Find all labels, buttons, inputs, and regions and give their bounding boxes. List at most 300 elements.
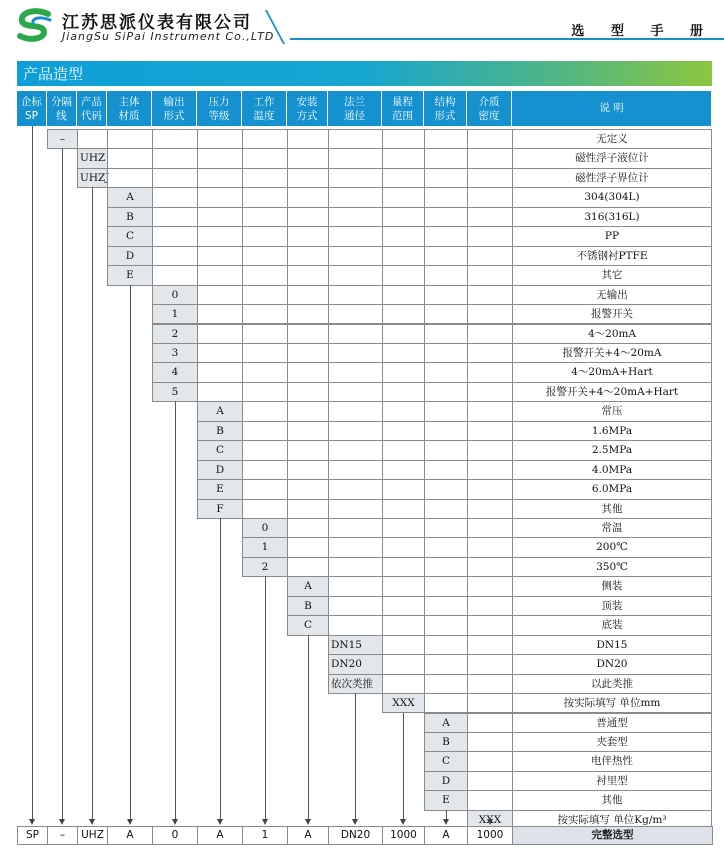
- empty-cell: [467, 440, 513, 460]
- empty-cell: [107, 148, 153, 168]
- option-description: 200℃: [512, 537, 712, 557]
- empty-cell: [467, 732, 513, 752]
- empty-cell: [382, 460, 425, 480]
- empty-cell: [382, 226, 425, 246]
- empty-cell: [287, 460, 329, 480]
- empty-cell: [467, 401, 513, 421]
- col-header-density: 介质 密度: [467, 91, 512, 126]
- empty-cell: [107, 129, 153, 149]
- option-description: 报警开关: [512, 304, 712, 324]
- example-cell: –: [47, 826, 78, 845]
- empty-cell: [152, 129, 198, 149]
- arrow-down-icon: [262, 819, 268, 825]
- option-code: UHZ: [77, 148, 108, 168]
- selection-connector: [403, 713, 404, 821]
- section-title: 产品造型: [23, 65, 84, 83]
- empty-cell: [467, 324, 513, 344]
- empty-cell: [287, 401, 329, 421]
- empty-cell: [382, 479, 425, 499]
- empty-cell: [467, 713, 513, 733]
- empty-cell: [424, 382, 468, 402]
- col-header-output: 输出 形式: [152, 91, 197, 126]
- empty-cell: [467, 265, 513, 285]
- empty-cell: [328, 304, 383, 324]
- empty-cell: [287, 129, 329, 149]
- option-code: XXX: [382, 693, 425, 713]
- empty-cell: [382, 285, 425, 305]
- option-code: 2: [152, 324, 198, 344]
- empty-cell: [152, 168, 198, 188]
- selection-connector: [32, 126, 33, 820]
- selection-connector: [62, 148, 63, 820]
- example-cell: 0: [152, 826, 198, 845]
- empty-cell: [467, 207, 513, 227]
- empty-cell: [424, 576, 468, 596]
- empty-cell: [77, 129, 108, 149]
- option-code: B: [107, 207, 153, 227]
- empty-cell: [382, 615, 425, 635]
- col-header-sep: 分隔 线: [47, 91, 77, 126]
- empty-cell: [287, 285, 329, 305]
- example-cell: DN20: [328, 826, 383, 845]
- empty-cell: [467, 460, 513, 480]
- empty-cell: [197, 343, 243, 363]
- col-header-pressure: 压力 等级: [197, 91, 242, 126]
- empty-cell: [382, 168, 425, 188]
- empty-cell: [467, 343, 513, 363]
- empty-cell: [382, 382, 425, 402]
- option-code: E: [424, 790, 468, 810]
- option-description: 报警开关+4～20mA: [512, 343, 712, 363]
- empty-cell: [287, 304, 329, 324]
- arrow-down-icon: [217, 819, 223, 825]
- option-description: 6.0MPa: [512, 479, 712, 499]
- example-cell: A: [197, 826, 243, 845]
- empty-cell: [467, 148, 513, 168]
- option-code: E: [197, 479, 243, 499]
- empty-cell: [197, 265, 243, 285]
- option-code: B: [287, 596, 329, 616]
- empty-cell: [382, 674, 425, 694]
- empty-cell: [424, 421, 468, 441]
- empty-cell: [328, 148, 383, 168]
- empty-cell: [287, 382, 329, 402]
- option-code: XXX: [467, 810, 513, 830]
- empty-cell: [328, 382, 383, 402]
- empty-cell: [328, 362, 383, 382]
- empty-cell: [467, 654, 513, 674]
- empty-cell: [467, 382, 513, 402]
- empty-cell: [467, 421, 513, 441]
- empty-cell: [382, 343, 425, 363]
- empty-cell: [197, 246, 243, 266]
- empty-cell: [242, 324, 288, 344]
- empty-cell: [328, 499, 383, 519]
- empty-cell: [197, 129, 243, 149]
- col-header-struct: 结构 形式: [424, 91, 467, 126]
- empty-cell: [287, 421, 329, 441]
- empty-cell: [467, 168, 513, 188]
- option-code: A: [287, 576, 329, 596]
- empty-cell: [328, 285, 383, 305]
- option-description: 其它: [512, 265, 712, 285]
- empty-cell: [424, 635, 468, 655]
- option-code: C: [107, 226, 153, 246]
- empty-cell: [242, 246, 288, 266]
- empty-cell: [328, 401, 383, 421]
- option-description: 2.5MPa: [512, 440, 712, 460]
- page-header: [0, 0, 724, 60]
- empty-cell: [197, 362, 243, 382]
- empty-cell: [382, 304, 425, 324]
- empty-cell: [467, 790, 513, 810]
- option-code: 0: [242, 518, 288, 538]
- empty-cell: [287, 168, 329, 188]
- example-cell: SP: [17, 826, 48, 845]
- empty-cell: [328, 226, 383, 246]
- empty-cell: [424, 693, 468, 713]
- empty-cell: [287, 499, 329, 519]
- arrow-down-icon: [89, 819, 95, 825]
- empty-cell: [287, 440, 329, 460]
- empty-cell: [242, 440, 288, 460]
- empty-cell: [382, 557, 425, 577]
- option-code: E: [107, 265, 153, 285]
- option-code: B: [197, 421, 243, 441]
- empty-cell: [424, 401, 468, 421]
- empty-cell: [328, 129, 383, 149]
- empty-cell: [328, 246, 383, 266]
- selection-connector: [220, 518, 221, 820]
- option-description: 磁性浮子界位计: [512, 168, 712, 188]
- empty-cell: [382, 129, 425, 149]
- empty-cell: [328, 537, 383, 557]
- option-code: C: [424, 751, 468, 771]
- col-header-sp: 企标 SP: [17, 91, 47, 126]
- option-code: D: [107, 246, 153, 266]
- empty-cell: [152, 246, 198, 266]
- empty-cell: [424, 654, 468, 674]
- option-description: 常温: [512, 518, 712, 538]
- empty-cell: [424, 440, 468, 460]
- empty-cell: [197, 207, 243, 227]
- option-code: A: [107, 187, 153, 207]
- empty-cell: [382, 635, 425, 655]
- empty-cell: [287, 479, 329, 499]
- arrow-down-icon: [443, 819, 449, 825]
- col-header-desc: 说 明: [512, 91, 712, 126]
- empty-cell: [287, 343, 329, 363]
- col-header-temp: 工作 温度: [242, 91, 287, 126]
- col-header-range: 量程 范围: [382, 91, 424, 126]
- option-description: 其他: [512, 499, 712, 519]
- empty-cell: [424, 557, 468, 577]
- option-description: 以此类推: [512, 674, 712, 694]
- empty-cell: [152, 226, 198, 246]
- empty-cell: [382, 324, 425, 344]
- empty-cell: [467, 226, 513, 246]
- empty-cell: [287, 518, 329, 538]
- empty-cell: [467, 537, 513, 557]
- option-code: C: [287, 615, 329, 635]
- empty-cell: [382, 246, 425, 266]
- empty-cell: [197, 187, 243, 207]
- option-description: PP: [512, 226, 712, 246]
- option-code: 0: [152, 285, 198, 305]
- option-code: 1: [242, 537, 288, 557]
- empty-cell: [328, 615, 383, 635]
- empty-cell: [424, 226, 468, 246]
- empty-cell: [382, 654, 425, 674]
- empty-cell: [424, 246, 468, 266]
- empty-cell: [467, 479, 513, 499]
- option-description: DN20: [512, 654, 712, 674]
- empty-cell: [424, 285, 468, 305]
- col-header-flange: 法兰 通径: [328, 91, 382, 126]
- empty-cell: [197, 226, 243, 246]
- empty-cell: [328, 343, 383, 363]
- empty-cell: [467, 693, 513, 713]
- empty-cell: [287, 265, 329, 285]
- empty-cell: [424, 129, 468, 149]
- option-description: 磁性浮子液位计: [512, 148, 712, 168]
- option-description: DN15: [512, 635, 712, 655]
- section-banner: [17, 61, 712, 86]
- col-header-material: 主体 材质: [107, 91, 152, 126]
- example-cell: 1000: [467, 826, 513, 845]
- option-code: F: [197, 499, 243, 519]
- empty-cell: [242, 168, 288, 188]
- empty-cell: [152, 207, 198, 227]
- empty-cell: [328, 421, 383, 441]
- option-description: 按实际填写 单位mm: [512, 693, 712, 713]
- option-code: C: [197, 440, 243, 460]
- empty-cell: [467, 129, 513, 149]
- empty-cell: [467, 771, 513, 791]
- empty-cell: [328, 518, 383, 538]
- selection-connector: [265, 576, 266, 820]
- empty-cell: [197, 382, 243, 402]
- option-code: D: [197, 460, 243, 480]
- option-code: DN20: [328, 654, 383, 674]
- empty-cell: [152, 187, 198, 207]
- empty-cell: [287, 226, 329, 246]
- arrow-down-icon: [305, 819, 311, 825]
- arrow-down-icon: [487, 819, 493, 825]
- option-description: 常压: [512, 401, 712, 421]
- empty-cell: [197, 324, 243, 344]
- arrow-down-icon: [127, 819, 133, 825]
- empty-cell: [424, 148, 468, 168]
- empty-cell: [467, 362, 513, 382]
- empty-cell: [287, 207, 329, 227]
- empty-cell: [242, 226, 288, 246]
- empty-cell: [287, 148, 329, 168]
- empty-cell: [467, 304, 513, 324]
- option-description: 底装: [512, 615, 712, 635]
- option-description: 无输出: [512, 285, 712, 305]
- option-code: D: [424, 771, 468, 791]
- option-description: 衬里型: [512, 771, 712, 791]
- empty-cell: [382, 596, 425, 616]
- empty-cell: [382, 537, 425, 557]
- empty-cell: [467, 576, 513, 596]
- empty-cell: [382, 499, 425, 519]
- example-cell: 1: [242, 826, 288, 845]
- empty-cell: [467, 557, 513, 577]
- empty-cell: [287, 557, 329, 577]
- empty-cell: [382, 148, 425, 168]
- option-description: 报警开关+4～20mA+Hart: [512, 382, 712, 402]
- option-code: 4: [152, 362, 198, 382]
- empty-cell: [242, 207, 288, 227]
- empty-cell: [382, 440, 425, 460]
- option-description: 无定义: [512, 129, 712, 149]
- example-cell: A: [424, 826, 468, 845]
- empty-cell: [152, 265, 198, 285]
- arrow-down-icon: [400, 819, 406, 825]
- empty-cell: [467, 615, 513, 635]
- arrow-down-icon: [59, 819, 65, 825]
- empty-cell: [382, 187, 425, 207]
- empty-cell: [424, 518, 468, 538]
- option-description: 顶装: [512, 596, 712, 616]
- empty-cell: [382, 576, 425, 596]
- arrow-down-icon: [29, 819, 35, 825]
- empty-cell: [242, 460, 288, 480]
- empty-cell: [424, 168, 468, 188]
- empty-cell: [467, 246, 513, 266]
- option-description: 316(316L): [512, 207, 712, 227]
- selection-connector: [92, 187, 93, 820]
- option-description: 4.0MPa: [512, 460, 712, 480]
- option-description: 350℃: [512, 557, 712, 577]
- example-cell: A: [287, 826, 329, 845]
- example-cell: A: [107, 826, 153, 845]
- option-description: 4～20mA: [512, 324, 712, 344]
- empty-cell: [287, 362, 329, 382]
- empty-cell: [424, 479, 468, 499]
- col-header-install: 安装 方式: [287, 91, 328, 126]
- empty-cell: [242, 343, 288, 363]
- empty-cell: [242, 265, 288, 285]
- empty-cell: [328, 168, 383, 188]
- arrow-down-icon: [352, 819, 358, 825]
- option-description: 按实际填写 单位Kg/m³: [512, 810, 712, 830]
- option-code: B: [424, 732, 468, 752]
- empty-cell: [328, 479, 383, 499]
- empty-cell: [107, 168, 153, 188]
- empty-cell: [328, 596, 383, 616]
- empty-cell: [328, 324, 383, 344]
- empty-cell: [242, 421, 288, 441]
- arrow-down-icon: [172, 819, 178, 825]
- empty-cell: [242, 187, 288, 207]
- empty-cell: [382, 421, 425, 441]
- empty-cell: [328, 576, 383, 596]
- empty-cell: [467, 596, 513, 616]
- option-code: DN15: [328, 635, 383, 655]
- option-code: 依次类推: [328, 674, 383, 694]
- empty-cell: [467, 674, 513, 694]
- option-code: 5: [152, 382, 198, 402]
- option-description: 其他: [512, 790, 712, 810]
- option-description: 夹套型: [512, 732, 712, 752]
- empty-cell: [467, 499, 513, 519]
- option-code: –: [47, 129, 78, 149]
- selection-connector: [130, 285, 131, 820]
- option-code: 2: [242, 557, 288, 577]
- option-description: 4～20mA+Hart: [512, 362, 712, 382]
- empty-cell: [424, 596, 468, 616]
- empty-cell: [382, 401, 425, 421]
- empty-cell: [197, 148, 243, 168]
- empty-cell: [467, 635, 513, 655]
- option-code: UHZJ: [77, 168, 108, 188]
- empty-cell: [197, 304, 243, 324]
- empty-cell: [467, 518, 513, 538]
- empty-cell: [242, 479, 288, 499]
- col-header-code: 产品 代码: [77, 91, 107, 126]
- empty-cell: [242, 129, 288, 149]
- option-description: 304(304L): [512, 187, 712, 207]
- empty-cell: [287, 537, 329, 557]
- option-code: A: [424, 713, 468, 733]
- manual-title: 选 型 手 册: [571, 24, 714, 39]
- empty-cell: [467, 187, 513, 207]
- option-description: 电伴热性: [512, 751, 712, 771]
- option-description: 不锈钢衬PTFE: [512, 246, 712, 266]
- empty-cell: [424, 324, 468, 344]
- empty-cell: [242, 401, 288, 421]
- example-cell: UHZ: [77, 826, 108, 845]
- empty-cell: [242, 285, 288, 305]
- option-code: 3: [152, 343, 198, 363]
- company-name-en: JiangSu SiPai Instrument Co.,LTD: [62, 30, 275, 43]
- empty-cell: [424, 537, 468, 557]
- empty-cell: [328, 265, 383, 285]
- empty-cell: [287, 187, 329, 207]
- empty-cell: [328, 460, 383, 480]
- company-name-cn: 江苏思派仪表有限公司: [62, 13, 252, 33]
- empty-cell: [424, 674, 468, 694]
- empty-cell: [242, 304, 288, 324]
- option-description: 侧装: [512, 576, 712, 596]
- empty-cell: [287, 324, 329, 344]
- empty-cell: [152, 148, 198, 168]
- empty-cell: [242, 382, 288, 402]
- option-code: A: [197, 401, 243, 421]
- empty-cell: [424, 615, 468, 635]
- empty-cell: [197, 285, 243, 305]
- empty-cell: [424, 362, 468, 382]
- empty-cell: [467, 285, 513, 305]
- empty-cell: [287, 246, 329, 266]
- empty-cell: [424, 499, 468, 519]
- empty-cell: [382, 362, 425, 382]
- selection-connector: [308, 635, 309, 820]
- empty-cell: [328, 557, 383, 577]
- empty-cell: [328, 207, 383, 227]
- empty-cell: [424, 207, 468, 227]
- option-description: 1.6MPa: [512, 421, 712, 441]
- empty-cell: [382, 265, 425, 285]
- option-code: 1: [152, 304, 198, 324]
- empty-cell: [328, 187, 383, 207]
- empty-cell: [382, 518, 425, 538]
- selection-connector: [355, 693, 356, 820]
- option-description: 普通型: [512, 713, 712, 733]
